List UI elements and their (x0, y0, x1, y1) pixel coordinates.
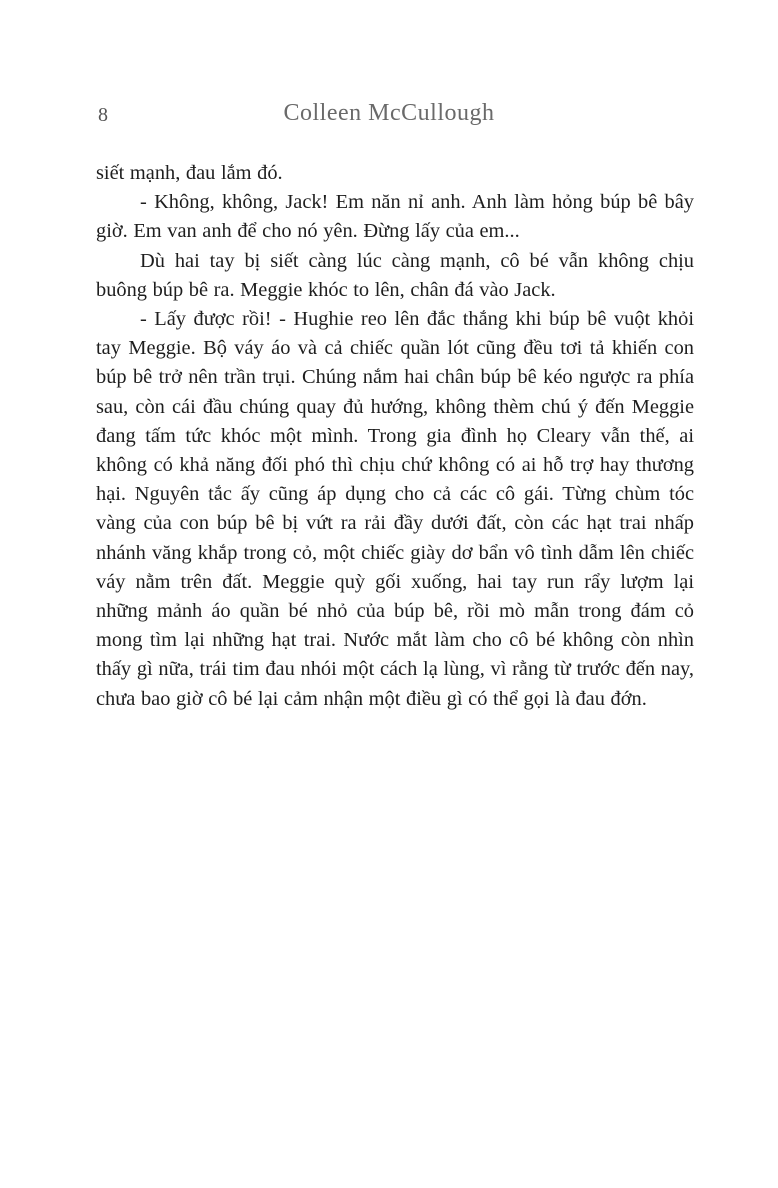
paragraph-3: Dù hai tay bị siết càng lúc càng mạnh, cô bé vẫn không chịu buông búp bê ra. Meggie khóc to lên, chân đá vào Jack. (96, 249, 694, 301)
paragraph-2: - Không, không, Jack! Em năn nỉ anh. Anh làm hỏng búp bê bây giờ. Em van anh để cho nó yên. Đừng lấy của em... (96, 191, 694, 243)
page-number: 8 (98, 104, 108, 126)
body-text (96, 159, 694, 714)
running-header (0, 100, 778, 134)
book-author-header: Colleen McCullough (283, 100, 495, 126)
paragraph-4: - Lấy được rồi! - Hughie reo lên đắc thắng khi búp bê vuột khỏi tay Meggie. Bộ váy áo và cả chiếc quần lót cũng đều tơi tả khiến con búp bê trở nên trần trụi. Chúng nắm hai chân búp bê kéo ngược ra phía sau, còn cái đầu chúng quay đủ hướng, không thèm chú ý đến Meggie đang tấm tức khóc một mình. Trong gia đình họ Cleary vẫn thế, ai không có khả năng đối phó thì chịu chứ không có ai hỗ trợ hay thương hại. Nguyên tắc ấy cũng áp dụng cho cả các cô gái. Từng chùm tóc vàng của con búp bê bị vứt ra rải đầy dưới đất, còn các hạt trai nhấp nhánh văng khắp trong cỏ, một chiếc giày dơ bẩn vô tình dẫm lên chiếc váy nằm trên đất. Meggie quỳ gối xuống, hai tay run rẩy lượm lại những mảnh áo quần bé nhỏ của búp bê, rồi mò mẫn trong đám cỏ mong tìm lại những hạt trai. Nước mắt làm cho cô bé không còn nhìn thấy gì nữa, trái tim đau nhói một cách lạ lùng, vì rằng từ trước đến nay, chưa bao giờ cô bé lại cảm nhận một điều gì có thể gọi là đau đớn. (96, 308, 694, 710)
paragraph-1: siết mạnh, đau lắm đó. (96, 162, 283, 184)
